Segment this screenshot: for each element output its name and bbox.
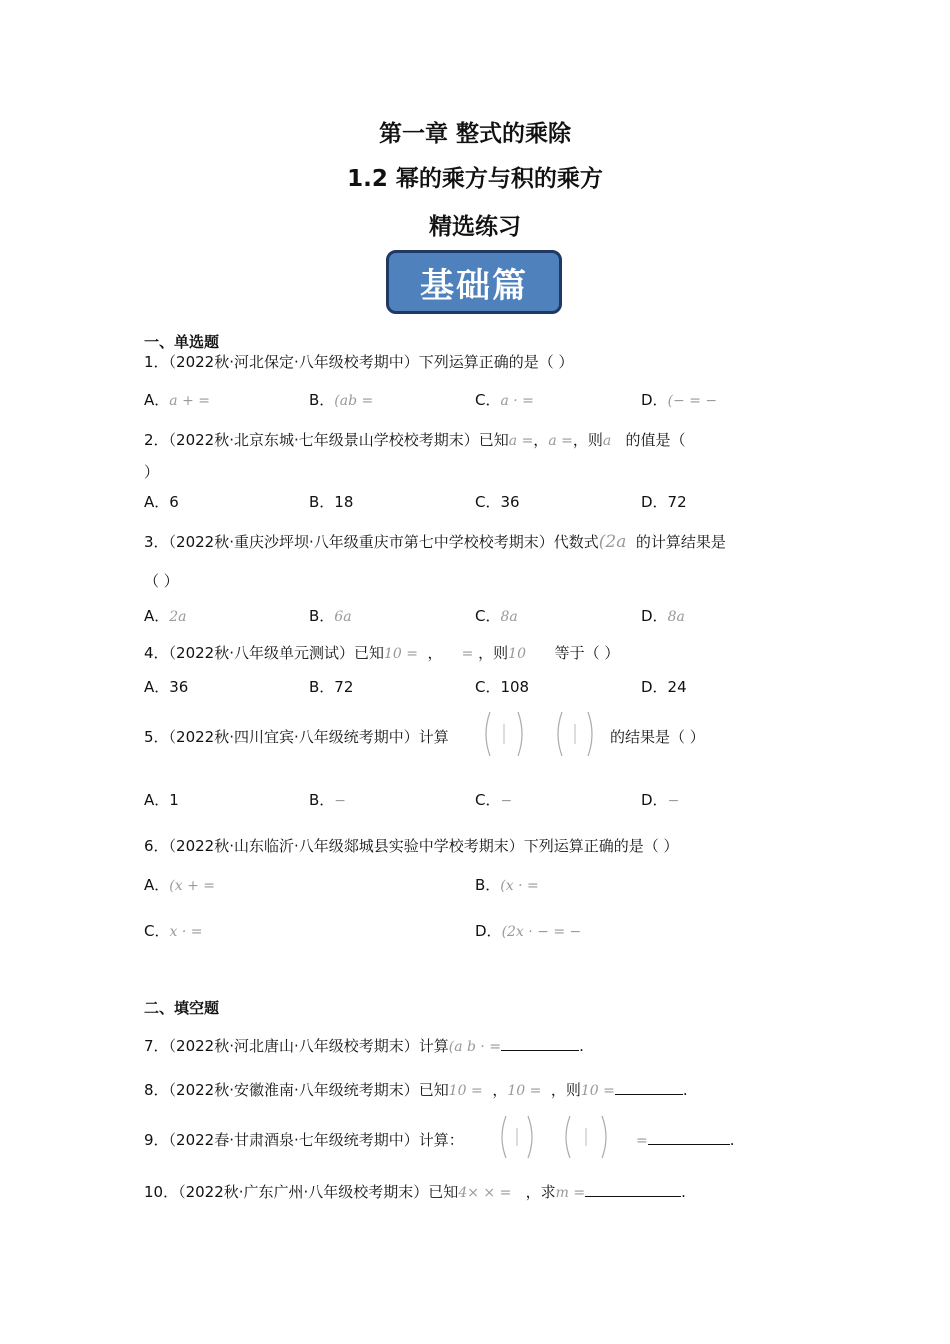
- question-1: 1．（2022秋·河北保定·八年级校考期中）下列运算正确的是（ ）: [144, 353, 574, 371]
- q9-math-expression: [498, 1112, 638, 1162]
- answer-blank-8[interactable]: [615, 1080, 683, 1095]
- question-2-cont: ）: [144, 463, 160, 481]
- q5-option-d: D．−: [641, 791, 680, 809]
- q5-math-expression: [480, 708, 610, 760]
- q6-option-c: C．x · =: [144, 922, 203, 940]
- section-heading-single-choice: 一、单选题: [144, 333, 220, 351]
- question-4: 4．（2022秋·八年级单元测试）已知10 = ， = ，则10 等于（ ）: [144, 644, 620, 662]
- question-9: 9．（2022春·甘肃酒泉·七年级统考期中）计算：: [144, 1131, 464, 1149]
- q3-option-d: D．8a: [641, 607, 685, 625]
- q1-option-d: D．(− = −: [641, 391, 718, 409]
- q1-option-c: C．a · =: [475, 391, 534, 409]
- question-3-cont: （ ）: [144, 572, 179, 590]
- q5-option-a: A．1: [144, 791, 179, 809]
- q2-option-c: C．36: [475, 493, 520, 511]
- q1-option-b: B．(ab =: [309, 391, 374, 409]
- question-10: 10．（2022秋·广东广州·八年级校考期末）已知4× × = ，求m = .: [144, 1183, 686, 1201]
- question-5-tail: 的结果是（ ）: [610, 728, 705, 746]
- q4-option-a: A．36: [144, 678, 189, 696]
- section-heading-fill-blank: 二、填空题: [144, 999, 220, 1017]
- q2-option-b: B．18: [309, 493, 354, 511]
- q4-option-c: C．108: [475, 678, 530, 696]
- answer-blank-9[interactable]: [648, 1130, 730, 1145]
- q5-option-c: C．−: [475, 791, 513, 809]
- q2-option-a: A．6: [144, 493, 179, 511]
- question-7: 7．（2022秋·河北唐山·八年级校考期末）计算(a b · = .: [144, 1037, 584, 1055]
- level-badge: 基础篇: [386, 250, 562, 314]
- question-3: 3．（2022秋·重庆沙坪坝·八年级重庆市第七中学校校考期末）代数式(2a 的计算结果是: [144, 532, 726, 552]
- question-5: 5．（2022秋·四川宜宾·八年级统考期中）计算: [144, 728, 449, 746]
- q5-option-b: B．−: [309, 791, 347, 809]
- answer-blank-7[interactable]: [501, 1036, 579, 1051]
- q4-option-b: B．72: [309, 678, 354, 696]
- chapter-title: 第一章 整式的乘除: [378, 121, 571, 147]
- answer-blank-10[interactable]: [585, 1182, 681, 1197]
- subtitle: 精选练习: [429, 214, 521, 240]
- q6-option-b: B．(x · =: [475, 876, 539, 894]
- section-title: 1.2 幂的乘方与积的乘方: [347, 166, 603, 192]
- q2-option-d: D．72: [641, 493, 687, 511]
- q6-option-d: D．(2x · − = −: [475, 922, 582, 940]
- question-2: 2．（2022秋·北京东城·七年级景山学校校考期末）已知a =，a =，则a 的值是（: [144, 431, 686, 449]
- q6-option-a: A．(x + =: [144, 876, 215, 894]
- q3-option-a: A．2a: [144, 607, 187, 625]
- question-6: 6．（2022秋·山东临沂·八年级郯城县实验中学校考期末）下列运算正确的是（ ）: [144, 837, 679, 855]
- q4-option-d: D．24: [641, 678, 687, 696]
- q3-option-b: B．6a: [309, 607, 352, 625]
- q1-option-a: A．a + =: [144, 391, 210, 409]
- question-8: 8．（2022秋·安徽淮南·八年级统考期末）已知10 = ，10 = ，则10 = .: [144, 1081, 688, 1099]
- question-9-tail: = .: [636, 1131, 735, 1149]
- q3-option-c: C．8a: [475, 607, 518, 625]
